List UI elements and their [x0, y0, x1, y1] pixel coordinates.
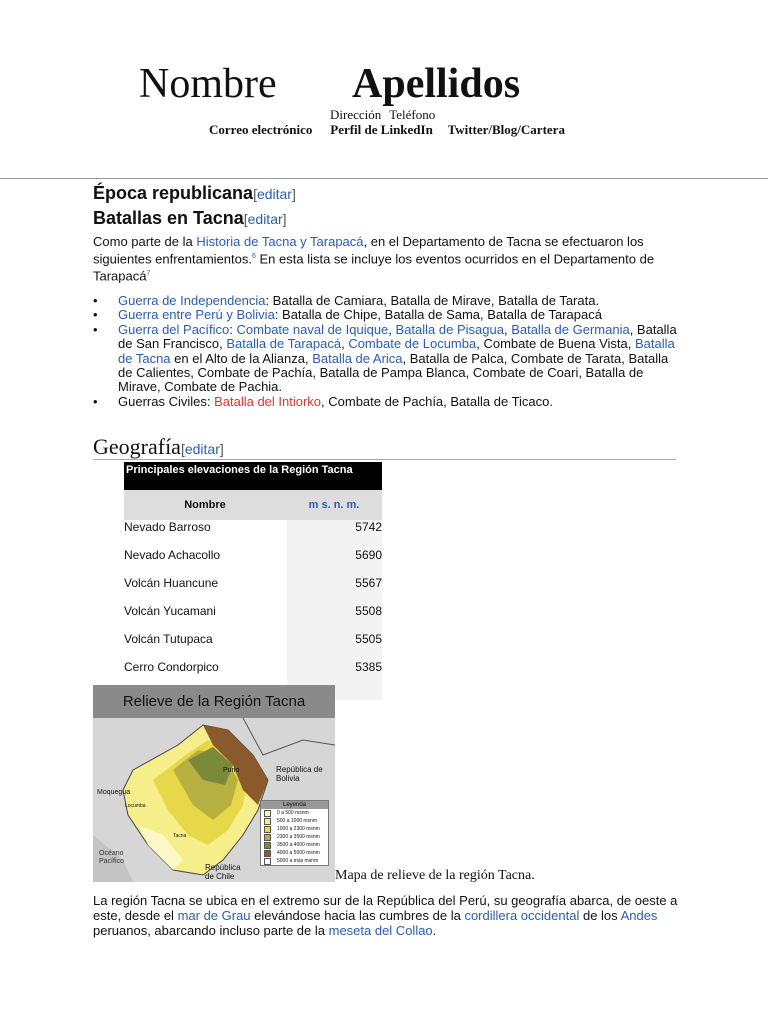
legend-items — [261, 809, 328, 865]
legend-item — [261, 849, 328, 857]
geography-paragraph — [93, 893, 683, 938]
cell-height: 5505 — [287, 632, 382, 660]
legend-label: 5000 a más msnm — [277, 858, 319, 864]
map-label-bolivia: República de Bolivia — [276, 765, 323, 783]
contact-line-2 — [209, 122, 568, 138]
link-tarapaca[interactable]: Batalla de Tarapacá — [226, 336, 342, 352]
map-label-tacna: Tacna — [173, 833, 187, 839]
map-label-moquegua: Moquegua — [97, 789, 131, 796]
link-guerra-peru-bolivia[interactable]: Guerra entre Perú y Bolivia — [118, 307, 275, 323]
link-tacna[interactable]: Batalla de Tacna — [118, 336, 675, 366]
link-iquique[interactable]: Combate naval de Iquique — [236, 321, 389, 337]
table-caption: Principales elevaciones de la Región Tacna — [124, 462, 382, 490]
link-cordillera-occidental[interactable]: cordillera occidental — [464, 908, 580, 923]
link-andes[interactable]: Andes — [620, 908, 658, 923]
text: Guerras Civiles: — [118, 393, 215, 409]
text: , Combate de Pachía, Batalla de Ticaco. — [321, 393, 553, 409]
map-label-locumba: Locumba — [125, 803, 146, 809]
map-label-puno: Puno — [223, 767, 240, 774]
legend-swatch — [264, 850, 271, 857]
cell-height: 5690 — [287, 548, 382, 576]
table-row — [124, 576, 382, 604]
list-item — [93, 323, 683, 395]
battles-list — [93, 294, 683, 409]
heading-underline — [93, 459, 676, 460]
linkedin: Perfil de LinkedIn — [330, 122, 433, 137]
legend-label: 0 a 500 msnm — [277, 810, 309, 816]
legend-item — [261, 857, 328, 865]
link-historia[interactable]: Historia de Tacna y Tarapacá — [196, 234, 364, 249]
text: peruanos, abarcando incluso parte de la — [93, 923, 329, 938]
legend-label: 500 a 1000 msnm — [277, 818, 318, 824]
legend-item — [261, 841, 328, 849]
legend-label: 4000 a 5000 msnm — [277, 850, 320, 856]
text: Como parte de la — [93, 234, 197, 249]
legend-swatch — [264, 818, 271, 825]
ref-7[interactable]: 7 — [146, 270, 151, 278]
legend-label: 1000 a 2300 msnm — [277, 826, 320, 832]
cell-height: 5567 — [287, 576, 382, 604]
table-body — [124, 520, 382, 688]
table-header — [124, 490, 382, 520]
col-msnm[interactable]: m s. n. m. — [308, 499, 360, 511]
email: Correo electrónico — [209, 122, 313, 137]
legend-swatch — [264, 834, 271, 841]
header-divider — [0, 178, 768, 179]
link-mar-de-grau[interactable]: mar de Grau — [177, 908, 251, 923]
legend-label: 3500 a 4000 msnm — [277, 842, 320, 848]
text: , en el Departamento de Tacna se efectuaron los siguientes enfrentamientos. — [93, 234, 644, 267]
text: , — [388, 321, 396, 337]
cell-name: Nevado Achacollo — [124, 548, 287, 576]
link-guerra-pacifico[interactable]: Guerra del Pacífico — [118, 321, 230, 337]
link-arica[interactable]: Batalla de Arica — [312, 350, 403, 366]
heading-geografia — [93, 434, 224, 460]
contact-line-1 — [330, 107, 442, 123]
cell-height: 5742 — [287, 520, 382, 548]
col-nombre[interactable]: Nombre — [184, 499, 226, 511]
edit-link[interactable]: [editar] — [180, 441, 224, 457]
text: . — [432, 923, 437, 938]
cell-name: Cerro Condorpico — [124, 660, 287, 688]
map-label-ocean: Océano Pacífico — [99, 850, 124, 865]
elevations-table — [124, 462, 382, 700]
text: elevándose hacia las cumbres de la — [250, 908, 465, 923]
map-label-chile: República de Chile — [205, 863, 241, 881]
link-germania[interactable]: Batalla de Germania — [511, 321, 630, 337]
map-legend — [260, 800, 329, 866]
cell-name: Volcán Tutupaca — [124, 632, 287, 660]
redlink-intiorko[interactable]: Batalla del Intiorko — [214, 393, 322, 409]
link-locumba[interactable]: Combate de Locumba — [348, 336, 477, 352]
legend-label: 2300 a 3500 msnm — [277, 834, 320, 840]
edit-link-text[interactable]: editar — [184, 441, 220, 457]
intro-paragraph — [93, 234, 683, 284]
list-item — [93, 395, 683, 409]
text: de los — [579, 908, 621, 923]
map-title: Relieve de la Región Tacna — [93, 685, 335, 718]
legend-title: Leyenda — [261, 801, 328, 809]
text: , Batalla de San Francisco, — [118, 321, 677, 352]
map-caption: Mapa de relieve de la región Tacna. — [335, 868, 535, 883]
legend-swatch — [264, 858, 271, 865]
phone: Teléfono — [389, 107, 436, 122]
edit-link[interactable]: [editar] — [253, 186, 296, 202]
text: : Batalla de Camiara, Batalla de Mirave, Batalla de Tarata. — [265, 293, 600, 308]
table-row — [124, 660, 382, 688]
legend-item — [261, 833, 328, 841]
text: : Batalla de Chipe, Batalla de Sama, Batalla de Tarapacá — [274, 307, 602, 323]
link-pisagua[interactable]: Batalla de Pisagua — [395, 321, 504, 337]
text: : — [229, 321, 237, 337]
table-row — [124, 632, 382, 660]
legend-swatch — [264, 842, 271, 849]
text: , — [503, 321, 512, 337]
edit-link-text[interactable]: editar — [256, 186, 292, 202]
cell-name: Nevado Barroso — [124, 520, 287, 548]
last-name: Apellidos — [352, 61, 521, 107]
text: en el Alto de la Alianza, — [170, 350, 313, 366]
table-row — [124, 548, 382, 576]
edit-link-text[interactable]: editar — [247, 211, 283, 227]
heading-text: Geografía — [93, 434, 181, 459]
link-meseta-collao[interactable]: meseta del Collao — [328, 923, 433, 938]
cell-name: Volcán Huancune — [124, 576, 287, 604]
first-name: Nombre — [139, 61, 277, 107]
ref-6[interactable]: 6 — [251, 253, 256, 260]
legend-swatch — [264, 826, 271, 833]
text: La región Tacna se ubica en el extremo sur de la República del Perú, su geografía abarca, de oeste a este, desde el — [93, 893, 678, 923]
edit-link[interactable]: [editar] — [243, 211, 287, 227]
list-item — [93, 294, 683, 308]
text: En esta lista se incluye los eventos ocurridos en el Departamento de Tarapacá — [93, 251, 655, 284]
cell-height: 5508 — [287, 604, 382, 632]
table-row — [124, 604, 382, 632]
legend-swatch — [264, 810, 271, 817]
table-row — [124, 520, 382, 548]
twitter: Twitter/Blog/Cartera — [447, 122, 565, 137]
heading-epoca-republicana — [93, 183, 296, 204]
heading-text: Batallas en Tacna — [93, 208, 244, 228]
text: , Combate de Buena Vista, — [476, 336, 635, 352]
cell-name: Volcán Yucamani — [124, 604, 287, 632]
legend-item — [261, 817, 328, 825]
list-item — [93, 308, 683, 322]
legend-item — [261, 825, 328, 833]
address: Dirección — [330, 107, 382, 122]
heading-text: Época republicana — [93, 183, 254, 203]
text: , — [341, 336, 349, 352]
cell-height: 5385 — [287, 660, 382, 688]
link-guerra-independencia[interactable]: Guerra de Independencia — [118, 293, 266, 308]
heading-batallas — [93, 208, 287, 229]
legend-item — [261, 809, 328, 817]
text: , Batalla de Palca, Combate de Tarata, Batalla de Calientes, Combate de Pachía, Batalla de Pampa Blanca, Combate de Coari, Batalla de Mirave, Combate de Pachia. — [118, 350, 669, 395]
